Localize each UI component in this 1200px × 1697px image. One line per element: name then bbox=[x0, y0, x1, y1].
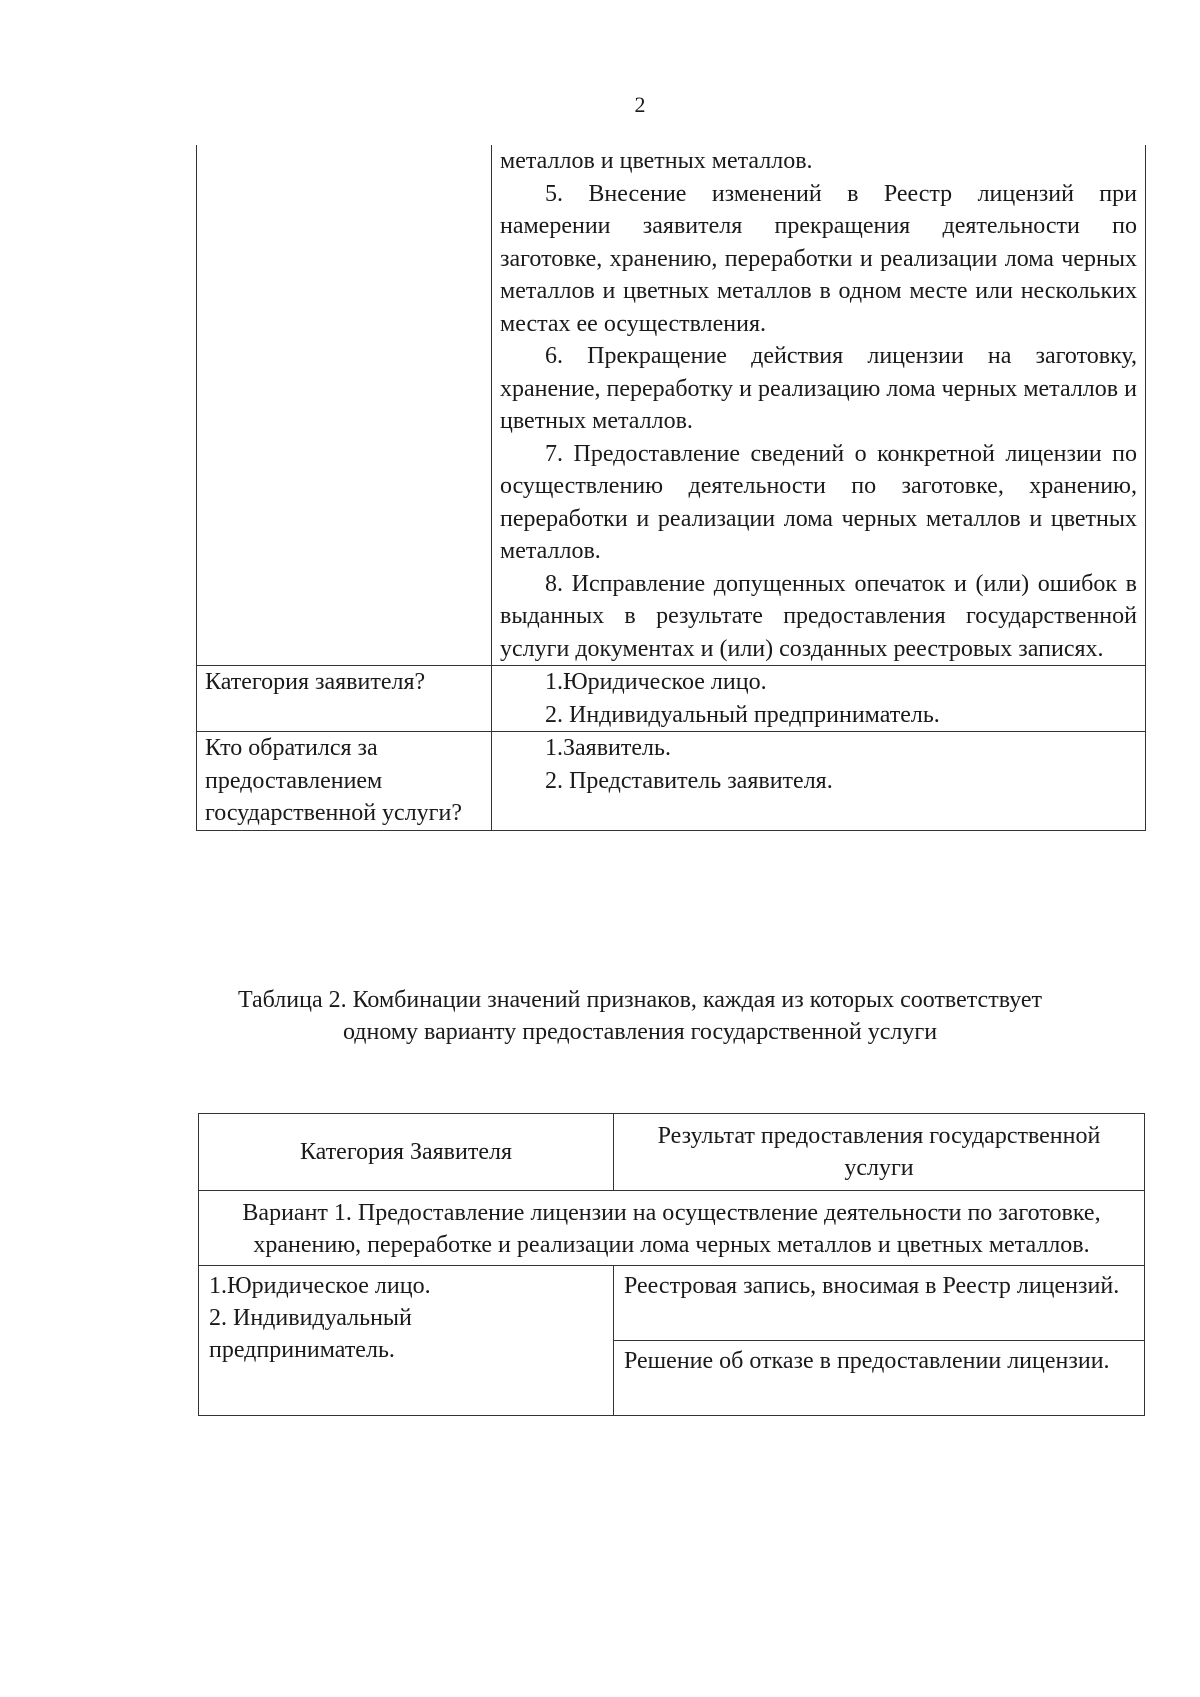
answer-cell bbox=[492, 666, 1146, 732]
list-item: 7. Предоставление сведений о конкретной лицензии по осуществлению деятельности по заготовке, хранению, переработки и реализации лома черных металлов и цветных металлов. bbox=[500, 440, 1137, 564]
services-list-cell bbox=[492, 145, 1146, 666]
answer-item: 1.Заявитель. bbox=[545, 735, 671, 761]
table-caption: Таблица 2. Комбинации значений признаков, каждая из которых соответствует одному варианту предоставления государственной услуги bbox=[237, 987, 1043, 1045]
question-cell: Категория заявителя? bbox=[197, 666, 492, 732]
column-header: Категория Заявителя bbox=[199, 1114, 614, 1191]
list-item: 6. Прекращение действия лицензии на заготовку, хранение, переработку и реализацию лома черных металлов и цветных металлов. bbox=[500, 343, 1137, 434]
continuation-text: металлов и цветных металлов. bbox=[500, 148, 813, 174]
empty-cell bbox=[197, 145, 492, 666]
table-row bbox=[197, 145, 1146, 666]
variant-row bbox=[199, 1191, 1145, 1266]
category-cell bbox=[199, 1266, 614, 1416]
result-cell: Решение об отказе в предоставлении лицензии. bbox=[614, 1341, 1145, 1416]
table-row bbox=[197, 666, 1146, 732]
answer-item: 2. Индивидуальный предприниматель. bbox=[545, 701, 940, 728]
result-cell: Реестровая запись, вносимая в Реестр лицензий. bbox=[614, 1266, 1145, 1341]
answer-cell bbox=[492, 732, 1146, 831]
column-header: Результат предоставления государственной услуги bbox=[614, 1114, 1145, 1191]
list-item: 8. Исправление допущенных опечаток и (или) ошибок в выданных в результате предоставления государственной услуги документах и (или) созданных реестровых записях. bbox=[500, 570, 1137, 662]
combinations-table bbox=[198, 1113, 1145, 1416]
page-number: 2 bbox=[634, 92, 646, 117]
category-line: 1.Юридическое лицо. bbox=[209, 1273, 431, 1299]
answer-item: 2. Представитель заявителя. bbox=[545, 767, 833, 794]
table-row bbox=[197, 732, 1146, 831]
answer-item: 1.Юридическое лицо. bbox=[545, 669, 767, 695]
category-line: 2. Индивидуальный bbox=[209, 1305, 412, 1331]
list-item: 5. Внесение изменений в Реестр лицензий при намерении заявителя прекращения деятельности по заготовке, хранению, переработки и реализации лома черных металлов и цветных металлов в одном месте или нескольких местах ее осуществления. bbox=[500, 180, 1137, 337]
question-cell: Кто обратился за предоставлением государственной услуги? bbox=[197, 732, 492, 831]
services-table bbox=[196, 145, 1146, 831]
category-line: предприниматель. bbox=[209, 1337, 395, 1363]
table-row bbox=[199, 1266, 1145, 1341]
table-header-row bbox=[199, 1114, 1145, 1191]
variant-title: Вариант 1. Предоставление лицензии на осуществление деятельности по заготовке, хранению, переработке и реализации лома черных металлов и цветных металлов. bbox=[199, 1191, 1145, 1266]
